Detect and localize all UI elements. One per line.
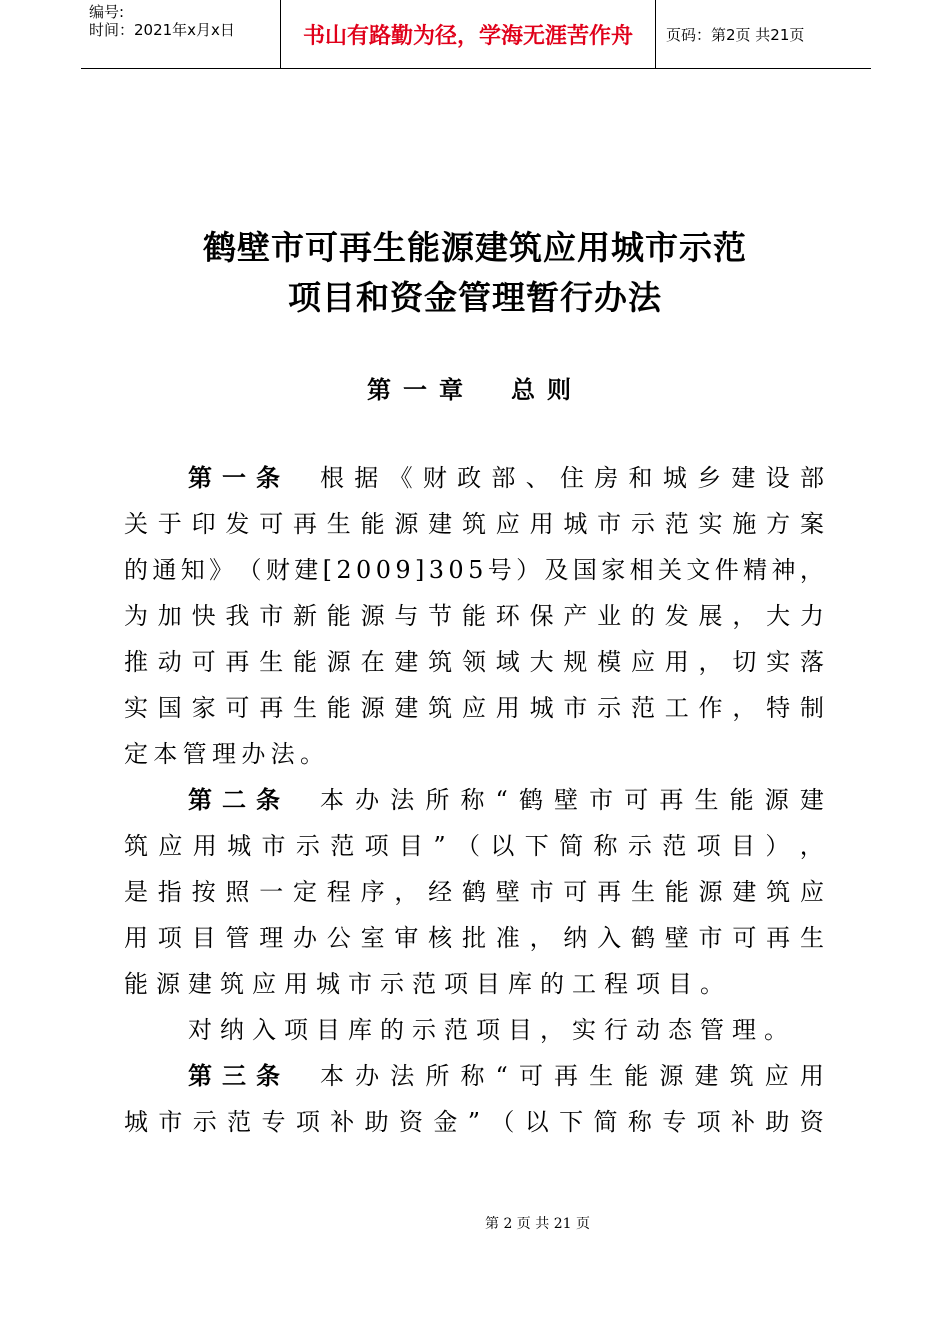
- article-1-text-1: 根 据 《 财 政 部 、 住 房 和 城 乡 建 设 部: [320, 464, 824, 492]
- document-time-label: 时间：2021年x月x日: [89, 21, 235, 39]
- document-number-label: 编号:: [89, 3, 125, 21]
- article-3-label: 第三条: [188, 1062, 290, 1090]
- article-1-line-5: [124, 642, 824, 682]
- article-2-extra-line: [188, 1010, 788, 1050]
- article-2-label: 第二条: [188, 786, 290, 814]
- article-2-text-3: 是 指 按 照 一 定 程 序 ， 经 鹤 壁 市 可 再 生 能 源 建 筑 应: [124, 878, 824, 906]
- article-1-line-3: [124, 550, 824, 590]
- article-1-line-6: [124, 688, 824, 728]
- page-header: [81, 0, 871, 69]
- article-2-line-5: [124, 964, 724, 1004]
- article-1-line-2: [124, 504, 824, 544]
- article-1-text-7: 定 本 管 理 办 法 。: [124, 740, 324, 768]
- article-2-line-1: [188, 780, 824, 820]
- article-3-line-2: [124, 1102, 824, 1142]
- chapter-number: 第一章: [367, 376, 475, 404]
- chapter-heading: [0, 370, 950, 405]
- article-3-text-2: 城 市 示 范 专 项 补 助 资 金 ” （ 以 下 简 称 专 项 补 助 资: [124, 1108, 824, 1136]
- article-1-text-6: 实 国 家 可 再 生 能 源 建 筑 应 用 城 市 示 范 工 作 ， 特 制: [124, 694, 824, 722]
- article-1-line-7: [124, 734, 324, 774]
- article-1-text-5: 推 动 可 再 生 能 源 在 建 筑 领 域 大 规 模 应 用 ， 切 实 落: [124, 648, 824, 676]
- document-title-line1: 鹤壁市可再生能源建筑应用城市示范: [203, 228, 747, 267]
- article-2-text-4: 用 项 目 管 理 办 公 室 审 核 批 准 ， 纳 入 鹤 壁 市 可 再 生: [124, 924, 824, 952]
- page-footer: 第 2 页 共 21 页: [485, 1216, 590, 1232]
- header-meta: [81, 0, 281, 68]
- article-2-text-5: 能 源 建 筑 应 用 城 市 示 范 项 目 库 的 工 程 项 目 。: [124, 970, 724, 998]
- article-1-label: 第一条: [188, 464, 290, 492]
- article-2-extra-text: 对 纳 入 项 目 库 的 示 范 项 目 ， 实 行 动 态 管 理 。: [188, 1016, 788, 1044]
- article-2-line-3: [124, 872, 824, 912]
- article-3-line-1: [188, 1056, 824, 1096]
- article-1-text-3: 的 通 知 》 （ 财 建 [ 2 0 0 9 ] 3 0 5 号 ） 及 国 家 相 关 文 件 精 神 ，: [124, 556, 824, 584]
- article-1-text-2: 关 于 印 发 可 再 生 能 源 建 筑 应 用 城 市 示 范 实 施 方 案: [124, 510, 824, 538]
- document-title-line2: 项目和资金管理暂行办法: [288, 278, 662, 317]
- article-1-line-4: [124, 596, 824, 636]
- article-1-text-4: 为 加 快 我 市 新 能 源 与 节 能 环 保 产 业 的 发 展 ， 大 力: [124, 602, 824, 630]
- article-2-line-2: [124, 826, 824, 866]
- chapter-name: 总则: [511, 376, 583, 404]
- header-page-label: 页码：第2页 共21页: [666, 25, 805, 44]
- article-2-text-1: 本 办 法 所 称 “ 鹤 壁 市 可 再 生 能 源 建: [320, 786, 824, 814]
- article-2-text-2: 筑 应 用 城 市 示 范 项 目 ” （ 以 下 简 称 示 范 项 目 ） ，: [124, 832, 824, 860]
- article-2-line-4: [124, 918, 824, 958]
- article-1-line-1: [188, 458, 824, 498]
- article-3-text-1: 本 办 法 所 称 “ 可 再 生 能 源 建 筑 应 用: [320, 1062, 824, 1090]
- header-motto: 书山有路勤为径，学海无涯苦作舟: [281, 0, 656, 68]
